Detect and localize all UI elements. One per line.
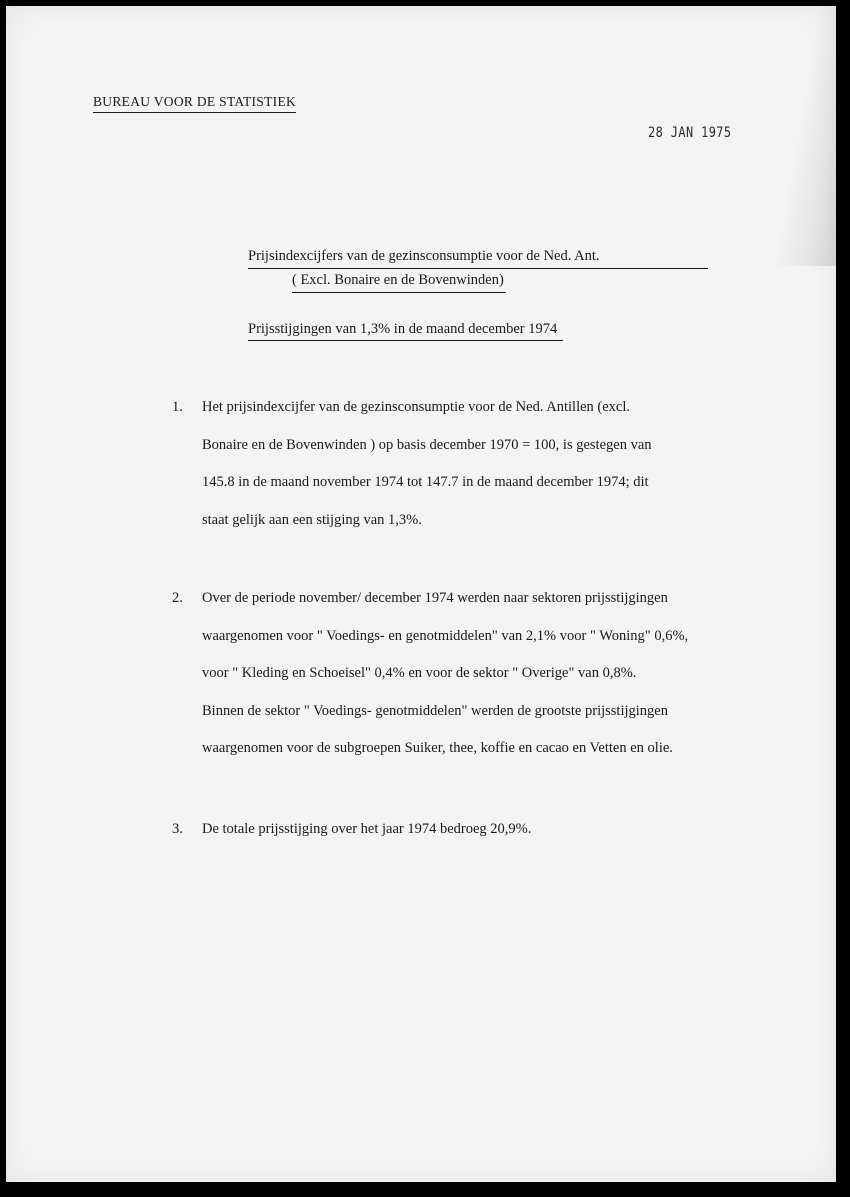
item-line: waargenomen voor " Voedings- en genotmiddelen" van 2,1% voor " Woning" 0,6%, [202,627,689,644]
item-line: staat gelijk aan een stijging van 1,3%. [202,511,422,528]
bureau-heading: BUREAU VOOR DE STATISTIEK [93,94,296,113]
document-title [248,245,710,293]
item-line: 145.8 in de maand november 1974 tot 147.7 in de maand december 1974; dit [202,474,649,490]
item-text [202,580,822,768]
list-item-3 [172,811,822,849]
title-line-2: ( Excl. Bonaire en de Bovenwinden) [292,269,506,293]
item-line: waargenomen voor de subgroepen Suiker, thee, koffie en cacao en Vetten en olie. [202,740,673,756]
item-number: 1. [172,399,183,415]
item-text [202,389,822,539]
page-fold-shadow [776,6,836,266]
item-line: Binnen de sektor " Voedings- genotmiddelen" werden de grootste prijsstijgingen [202,702,668,719]
title-line-1: Prijsindexcijfers van de gezinsconsumptie voor de Ned. Ant. [248,245,708,269]
list-item-2 [172,580,822,768]
item-text [202,811,822,849]
item-line: Over de periode november/ december 1974 werden naar sektoren prijsstijgingen [202,590,668,606]
item-number: 2. [172,590,183,606]
item-number: 3. [172,821,183,837]
date-stamp: 28 JAN 1975 [648,125,732,141]
item-line: Het prijsindexcijfer van de gezinsconsumptie voor de Ned. Antillen (excl. [202,399,631,415]
item-line: De totale prijsstijging over het jaar 1974 bedroeg 20,9%. [202,821,532,837]
item-line: Bonaire en de Bovenwinden ) op basis december 1970 = 100, is gestegen van [202,436,652,453]
item-line: voor " Kleding en Schoeisel" 0,4% en voor de sektor " Overige" van 0,8%. [202,665,637,681]
list-item-1 [172,389,822,539]
document-subtitle: Prijsstijgingen van 1,3% in de maand december 1974 [248,321,563,341]
